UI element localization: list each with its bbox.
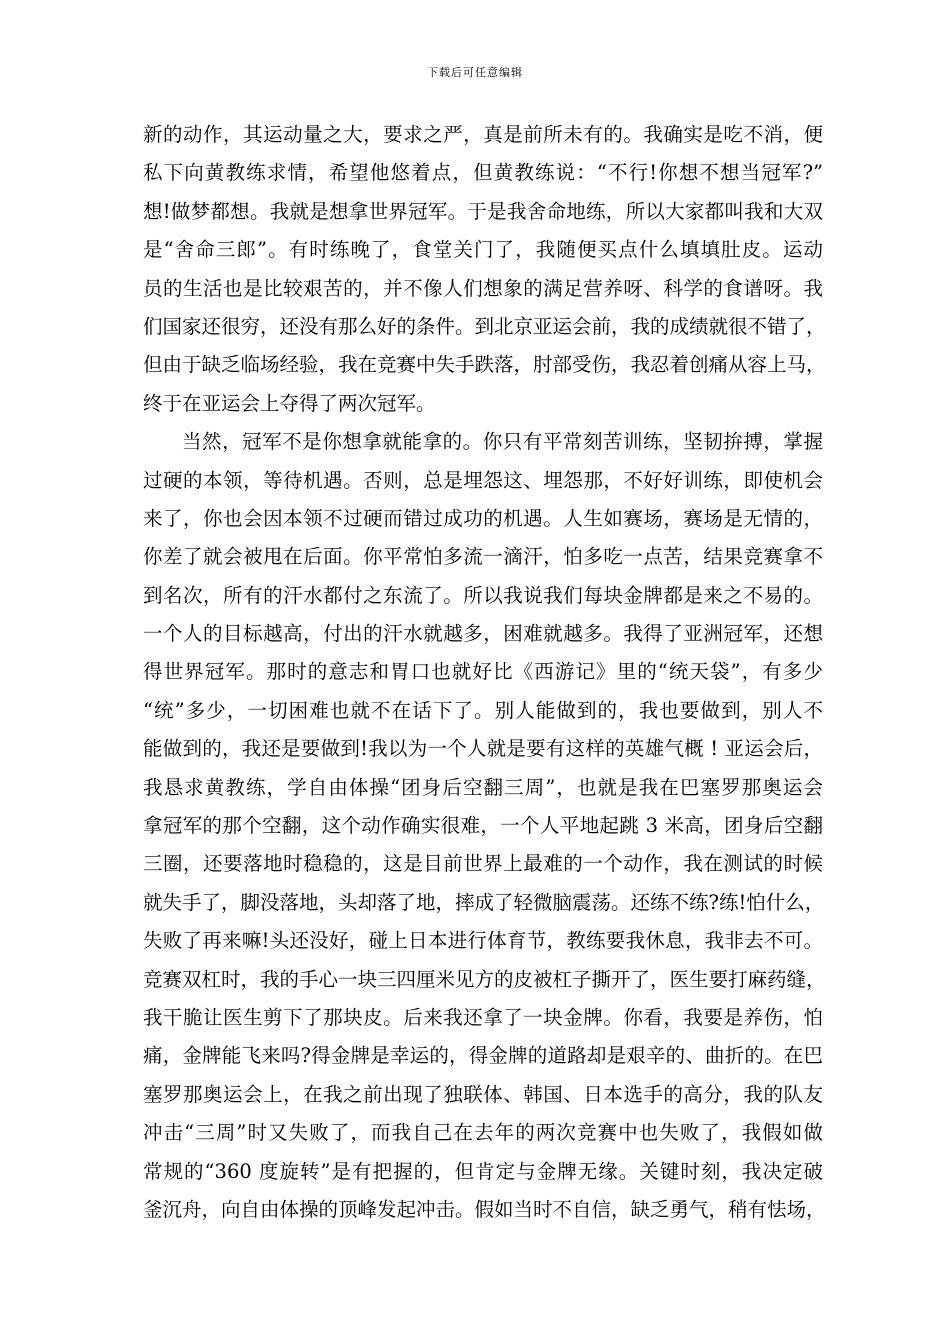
text-line: 是“舍命三郎”。有时练晚了，食堂关门了，我随便买点什么填填肚皮。运动 <box>143 238 823 262</box>
text-line: 当然，冠军不是你想拿就能拿的。你只有平常刻苦训练，坚韧拚搏，掌握 <box>182 430 823 454</box>
text-line: “统”多少，一切困难也就不在话下了。别人能做到的，我也要做到，别人不 <box>143 698 823 722</box>
text-line: 到名次，所有的汗水都付之东流了。所以我说我们每块金牌都是来之不易的。 <box>143 583 823 607</box>
text-line: 员的生活也是比较艰苦的，并不像人们想象的满足营养呀、科学的食谱呀。我 <box>143 276 823 300</box>
page-header: 下载后可任意编辑 <box>427 66 523 79</box>
paragraph <box>143 423 826 1229</box>
text-line: 们国家还很穷，还没有那么好的条件。到北京亚运会前，我的成绩就很不错了， <box>143 314 826 338</box>
text-line: 拿冠军的那个空翻，这个动作确实很难，一个人平地起跳 3 米高，团身后空翻 <box>143 814 823 838</box>
text-line: 想!做梦都想。我就是想拿世界冠军。于是我舍命地练，所以大家都叫我和大双 <box>143 199 823 223</box>
text-line: 失败了再来嘛!头还没好，碰上日本进行体育节，教练要我休息，我非去不可。 <box>143 929 823 953</box>
text-line: 终于在亚运会上夺得了两次冠军。 <box>143 391 436 415</box>
text-line: 新的动作，其运动量之大，要求之严，真是前所未有的。我确实是吃不消，便 <box>143 123 823 146</box>
text-line: 来了，你也会因本领不过硬而错过成功的机遇。人生如赛场，赛场是无情的， <box>143 506 823 530</box>
text-line: 一个人的目标越高，付出的汗水就越多，困难就越多。我得了亚洲冠军，还想 <box>143 622 823 646</box>
text-line: 三圈，还要落地时稳稳的，这是目前世界上最难的一个动作，我在测试的时候 <box>143 852 823 876</box>
text-line: 我恳求黄教练，学自由体操“团身后空翻三周”，也就是我在巴塞罗那奥运会 <box>143 775 823 799</box>
text-line: 痛，金牌能飞来吗?得金牌是幸运的，得金牌的道路却是艰辛的、曲折的。在巴 <box>143 1044 823 1068</box>
paragraph <box>143 116 826 423</box>
text-line: 过硬的本领，等待机遇。否则，总是埋怨这、埋怨那，不好好训练，即使机会 <box>143 468 823 492</box>
text-line: 竞赛双杠时，我的手心一块三四厘米见方的皮被杠子撕开了，医生要打麻药缝， <box>143 967 826 991</box>
document-body <box>143 116 826 1229</box>
text-line: 但由于缺乏临场经验，我在竞赛中失手跌落，肘部受伤，我忍着创痛从容上马， <box>143 353 826 377</box>
text-line: 私下向黄教练求情，希望他悠着点，但黄教练说：“不行!你想不想当冠军?” <box>143 161 823 185</box>
text-line: 你差了就会被甩在后面。你平常怕多流一滴汗，怕多吃一点苦，结果竞赛拿不 <box>143 545 823 569</box>
text-line: 就失手了，脚没落地，头却落了地，摔成了轻微脑震荡。还练不练?练!怕什么， <box>143 890 825 914</box>
text-line: 塞罗那奥运会上，在我之前出现了独联体、韩国、日本选手的高分，我的队友 <box>143 1082 823 1106</box>
text-line: 得世界冠军。那时的意志和胃口也就好比《西游记》里的“统天袋”，有多少 <box>143 660 823 684</box>
text-line: 常规的“360 度旋转”是有把握的，但肯定与金牌无缘。关键时刻，我决定破 <box>143 1159 823 1183</box>
text-line: 冲击“三周”时又失败了，而我自己在去年的两次竞赛中也失败了，我假如做 <box>143 1121 823 1145</box>
text-line: 能做到的，我还是要做到!我以为一个人就是要有这样的英雄气概 ! 亚运会后， <box>143 737 823 761</box>
text-line: 釜沉舟，向自由体操的顶峰发起冲击。假如当时不自信，缺乏勇气，稍有怯场， <box>143 1197 826 1221</box>
text-line: 我干脆让医生剪下了那块皮。后来我还拿了一块金牌。你看，我要是养伤，怕 <box>143 1005 823 1029</box>
